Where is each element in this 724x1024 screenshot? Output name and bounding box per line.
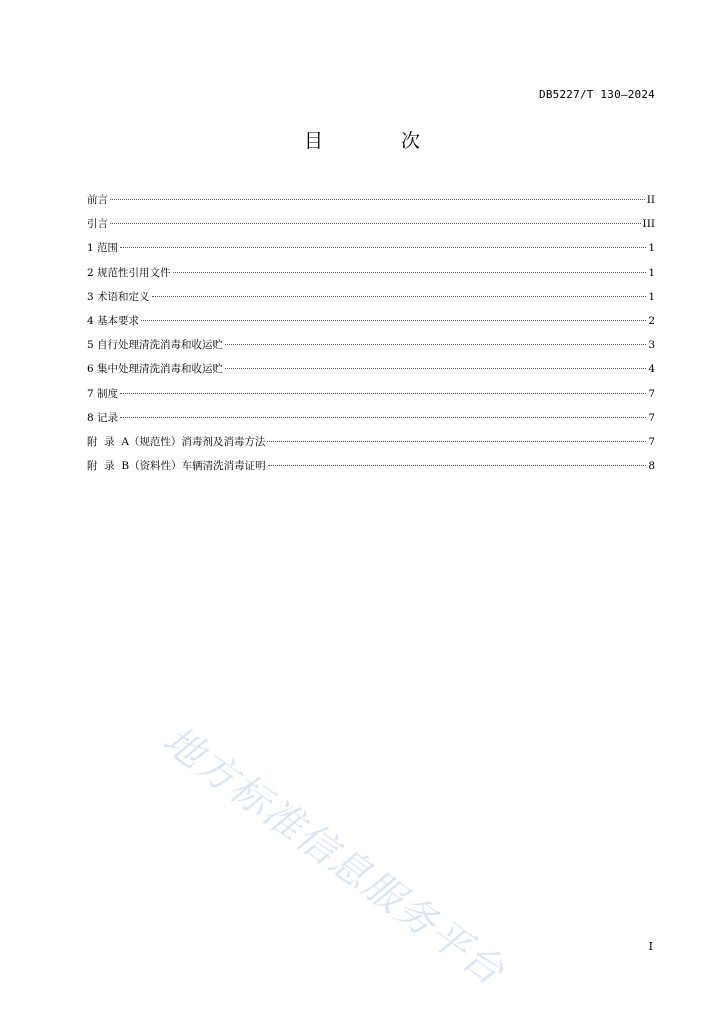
toc-entry[interactable] [87,288,655,312]
toc-entry-label: 3 术语和定义 [87,290,150,303]
toc-entry-label: 2 规范性引用文件 [87,266,171,279]
toc-entry-label: 附 录 A（规范性）消毒剂及消毒方法 [87,435,266,448]
toc-entry-page: 7 [648,435,655,448]
toc-dot-leader [173,272,647,273]
table-of-contents [87,191,655,481]
toc-entry[interactable] [87,360,655,384]
toc-dot-leader [141,320,646,321]
toc-entry-page: 1 [648,242,655,255]
toc-entry[interactable] [87,312,655,336]
toc-entry-label: 4 基本要求 [87,314,140,327]
toc-entry-page: 2 [648,314,655,327]
toc-dot-leader [225,368,646,369]
toc-entry-label: 8 记录 [87,411,119,424]
toc-dot-leader [225,344,646,345]
toc-dot-leader [120,393,646,394]
toc-entry[interactable] [87,239,655,263]
toc-dot-leader [120,417,646,418]
toc-entry-page: 1 [648,266,655,279]
toc-entry-page: 8 [648,460,655,473]
toc-entry-page: II [646,194,655,206]
toc-entry-page: 4 [648,363,655,376]
toc-entry[interactable] [87,385,655,409]
toc-entry[interactable] [87,215,655,239]
toc-entry-label: 附 录 B（资料性）车辆清洗消毒证明 [87,460,266,473]
toc-entry-label: 1 范围 [87,242,119,255]
toc-entry[interactable] [87,457,655,481]
watermark-text: 地方标准信息服务平台 [154,717,513,996]
toc-dot-leader [120,247,646,248]
document-code: DB5227/T 130—2024 [539,88,655,101]
toc-dot-leader [110,199,645,200]
toc-entry[interactable] [87,433,655,457]
toc-entry-page: 3 [648,339,655,352]
toc-entry-label: 6 集中处理清洗消毒和收运贮 [87,363,224,376]
toc-dot-leader [268,465,647,466]
toc-entry[interactable] [87,409,655,433]
toc-entry-page: 7 [648,387,655,400]
page-number: I [648,940,653,953]
toc-entry[interactable] [87,191,655,215]
toc-dot-leader [152,296,647,297]
toc-entry-label: 5 自行处理清洗消毒和收运贮 [87,339,224,352]
toc-entry-label: 前言 [87,194,108,206]
toc-entry-page: 7 [648,411,655,424]
toc-entry-page: 1 [648,290,655,303]
toc-dot-leader [110,223,641,224]
toc-title: 目 次 [303,130,457,152]
toc-entry-label: 7 制度 [87,387,119,400]
toc-entry-page: III [642,218,655,231]
toc-entry[interactable] [87,264,655,288]
toc-entry-label: 引言 [87,218,108,231]
toc-entry[interactable] [87,336,655,360]
toc-dot-leader [267,441,646,442]
